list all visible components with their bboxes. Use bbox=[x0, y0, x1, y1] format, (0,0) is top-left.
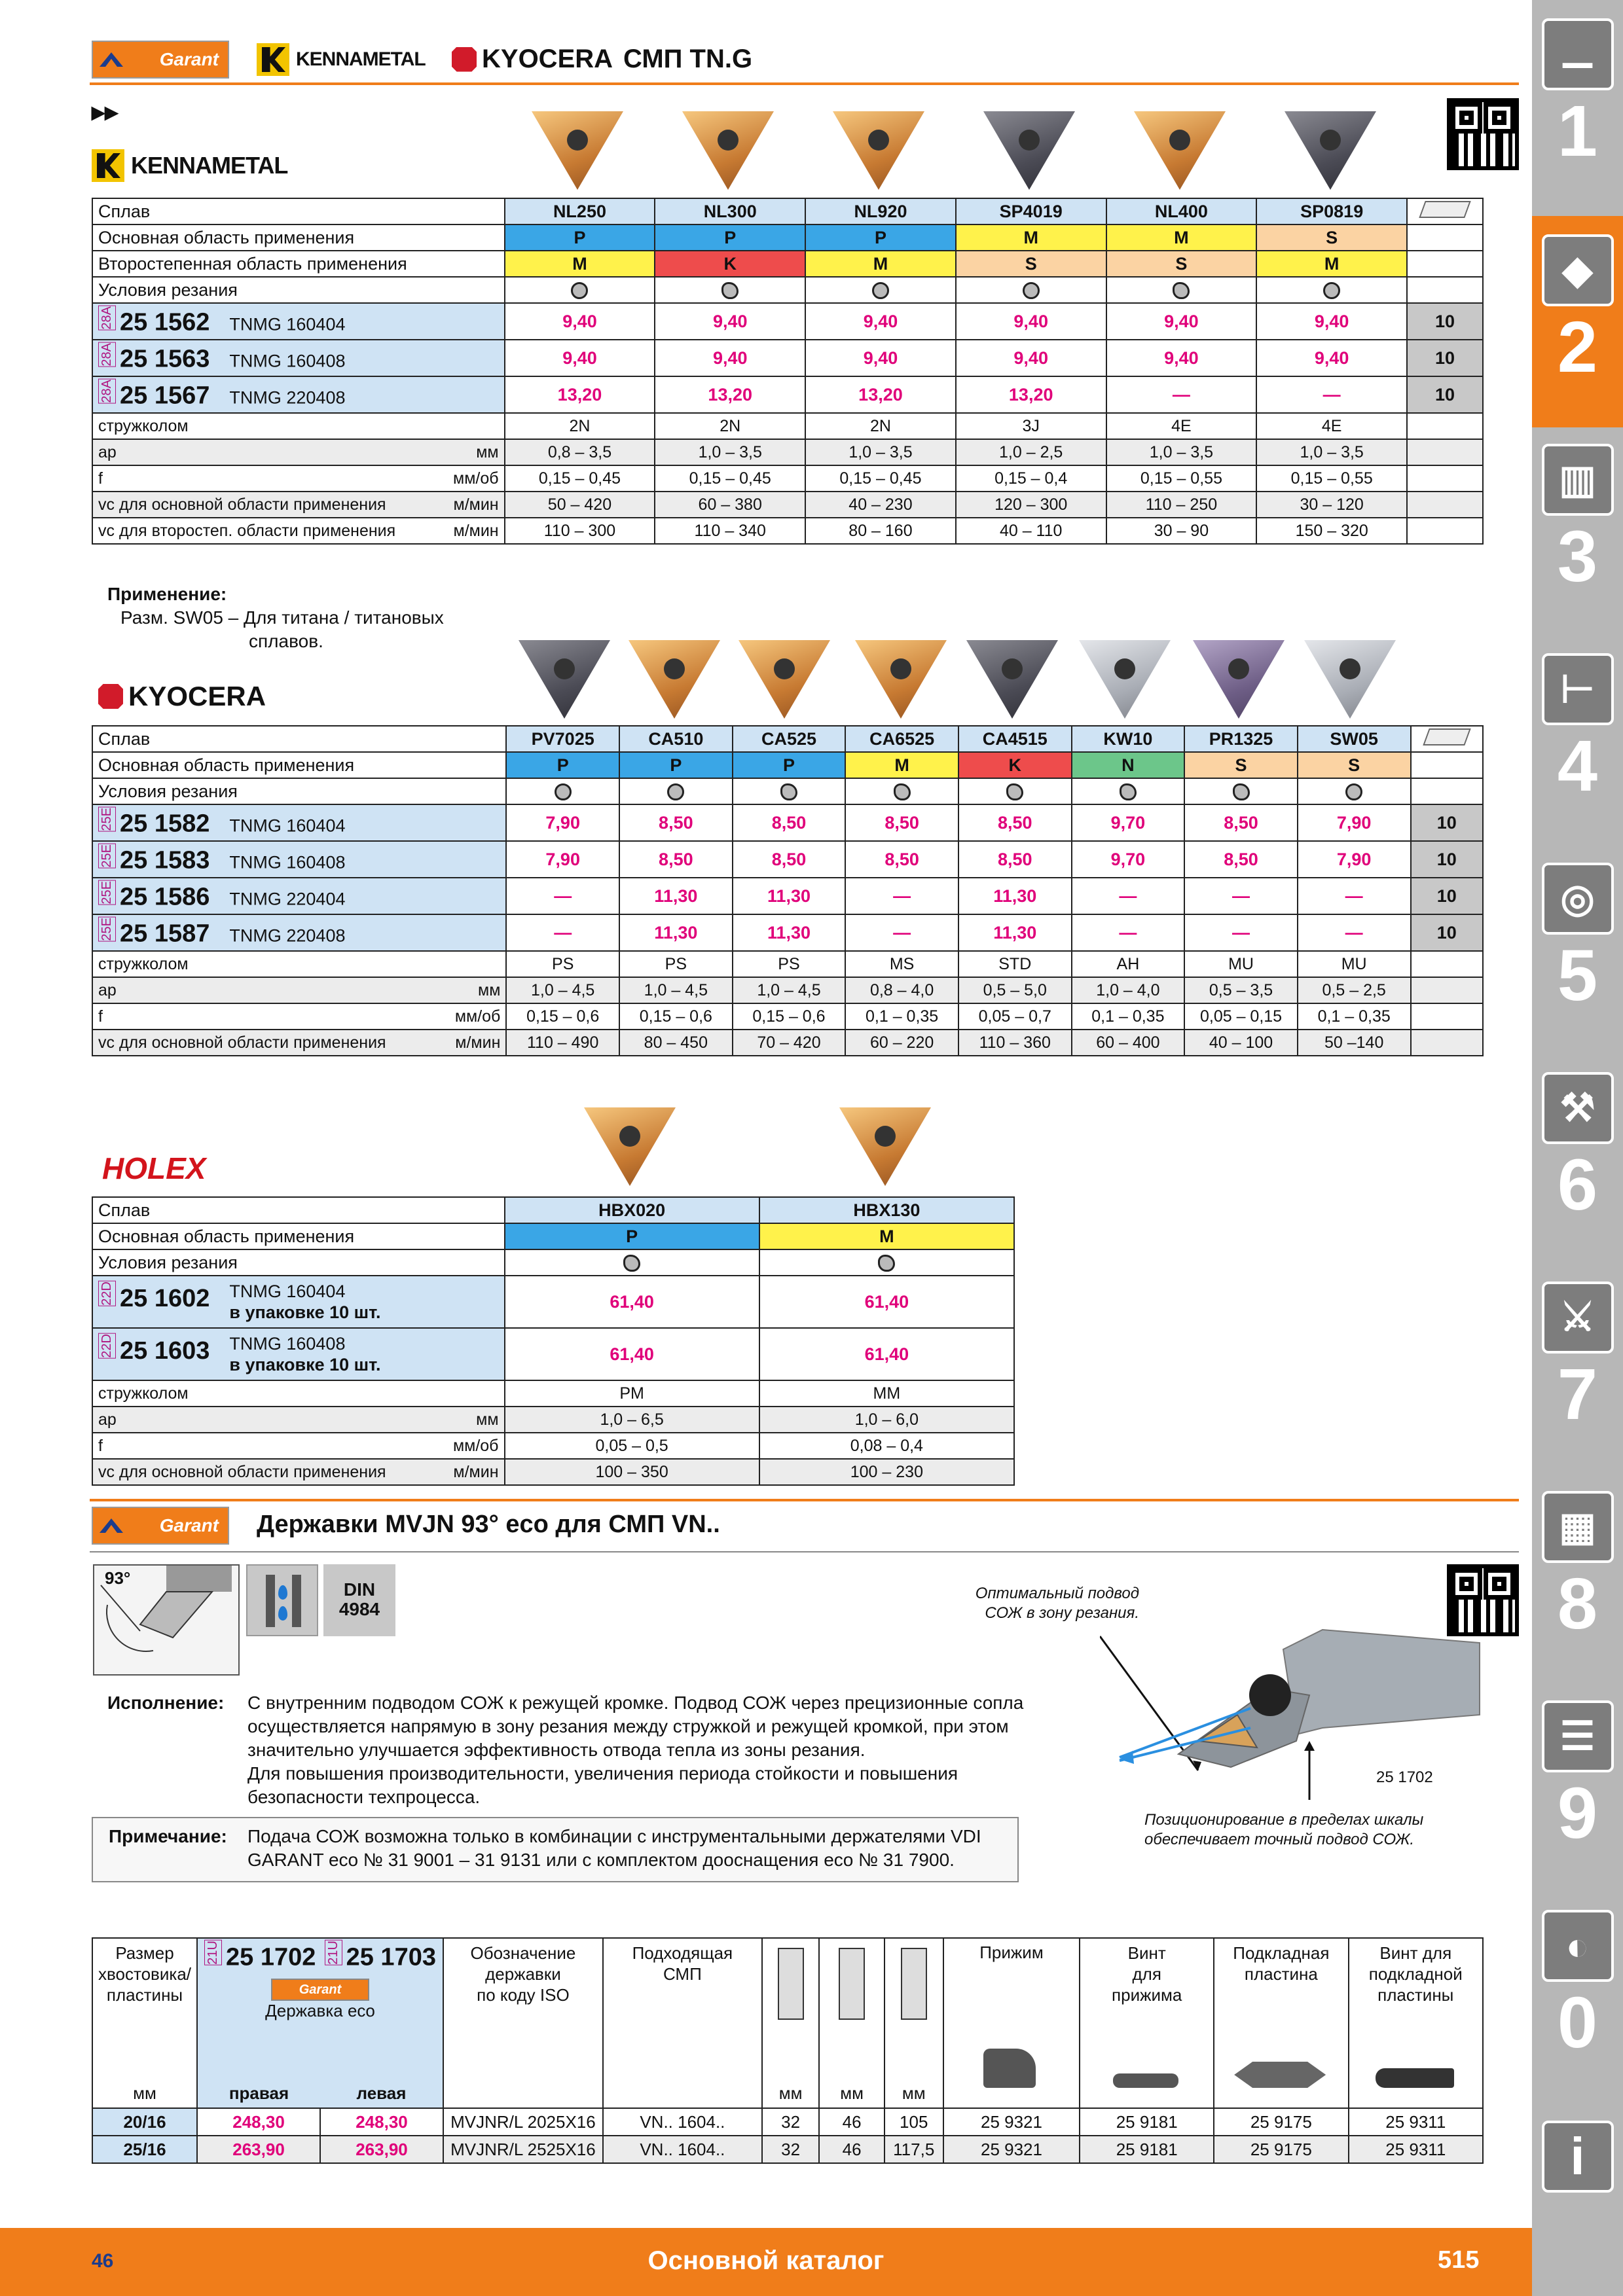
insert-image bbox=[584, 1107, 676, 1186]
table-row: 28A 25 1567 TNMG 220408 13,20 13,20 13,20 13,20 — — 10 bbox=[92, 376, 1483, 413]
article-number[interactable]: 25 1562 bbox=[120, 308, 210, 336]
cutting-condition-icon bbox=[505, 1249, 759, 1276]
insert-image bbox=[1134, 111, 1226, 190]
drill-icon: ⚊ bbox=[1542, 18, 1614, 90]
table-row: 22D 25 1603 TNMG 160408 в упаковке 10 шт. 61,40 61,40 bbox=[92, 1328, 1014, 1380]
cutting-condition-icon bbox=[805, 277, 956, 303]
chapter-tab-0[interactable]: ◐ 0 bbox=[1532, 1892, 1623, 2103]
grade-header: CA525 bbox=[733, 726, 846, 752]
insert-image bbox=[966, 640, 1058, 719]
grade-header: NL920 bbox=[805, 198, 956, 224]
grade-header: CA510 bbox=[619, 726, 733, 752]
kyocera-brand: KYOCERA bbox=[98, 681, 266, 712]
dimension-h-icon: мм bbox=[819, 1938, 884, 2108]
insert-image bbox=[629, 640, 720, 719]
chapter-tab-2[interactable]: ◆ 2 bbox=[1532, 216, 1623, 427]
grade-header: NL250 bbox=[505, 198, 655, 224]
garant-logo: Garant bbox=[92, 41, 229, 79]
dimension-l-icon: мм bbox=[762, 1938, 820, 2108]
kennametal-brand: KENNAMETAL bbox=[92, 149, 287, 182]
table-row: 28A 25 1563 TNMG 160408 9,40 9,40 9,40 9,40 9,40 9,40 10 bbox=[92, 340, 1483, 376]
din-badge: DIN 4984 bbox=[323, 1564, 395, 1636]
shim-screw-icon bbox=[1376, 2068, 1454, 2088]
chapter-sidebar bbox=[1532, 0, 1623, 2296]
info-tab[interactable] bbox=[1532, 2114, 1623, 2296]
grade-header: NL400 bbox=[1106, 198, 1257, 224]
article-number[interactable]: 25 1603 bbox=[120, 1337, 210, 1365]
footer-left-number: 46 bbox=[92, 2250, 114, 2272]
qr-code-icon[interactable] bbox=[1447, 98, 1519, 170]
insert-image bbox=[532, 111, 623, 190]
cutting-condition-icon bbox=[845, 778, 958, 804]
cabinet-icon: ☰ bbox=[1542, 1700, 1614, 1772]
header-rule bbox=[90, 82, 1519, 85]
image-article-number: 25 1702 bbox=[1376, 1768, 1433, 1786]
grade-header: PR1325 bbox=[1184, 726, 1298, 752]
positioning-caption: Позиционирование в пределах шкалы обеспечивает точный подвод СОЖ. bbox=[1144, 1811, 1424, 1848]
application-text: Разм. SW05 – Для титана / титановых bbox=[120, 607, 444, 628]
grinding-icon: ◎ bbox=[1542, 863, 1614, 935]
table-row: 22D 25 1602 TNMG 160404 в упаковке 10 шт. 61,40 61,40 bbox=[92, 1276, 1014, 1328]
grade-header: PV7025 bbox=[506, 726, 619, 752]
garant-logo: Garant bbox=[92, 1507, 229, 1545]
holex-table: Сплав HBX020 HBX130 Основная область применения P M Условия резания 22D 25 1602 TNMG 160404 в упаковке 10 шт. 61,40 61,40 22D 25 1603 TNMG 160408 в упаковке 10 шт. 61,40 61,40 стружколом PM MM ap мм 1,0 – 6,5 1,0 – 6,0 f мм/об 0,05 – 0,5 0,08 – 0,4 vc для основной области применения м/мин 100 – 350 100 – 230 bbox=[92, 1196, 1015, 1486]
cutting-condition-icon bbox=[1072, 778, 1185, 804]
article-number[interactable]: 25 1582 bbox=[120, 810, 210, 838]
chapter-tab-4[interactable]: ⊢ 4 bbox=[1532, 635, 1623, 846]
insert-image bbox=[839, 1107, 931, 1186]
grade-header: CA6525 bbox=[845, 726, 958, 752]
chapter-tab-9[interactable]: ☰ 9 bbox=[1532, 1682, 1623, 1893]
insert-image bbox=[1285, 111, 1376, 190]
insert-image bbox=[739, 640, 830, 719]
cutting-condition-icon bbox=[1256, 277, 1407, 303]
page-title: СМП TN.G bbox=[623, 45, 753, 73]
execution-text: С внутренним подводом СОЖ к режущей кромке. Подвод СОЖ через прецизионные сопла осуществляется напрямую в зону резания между стружкой и режущей кромкой, при этом значительно улучшается эффективность отвода тепла из зоны резания. Для повышения производительности, увеличения периода стойкости и повышения безопасности техпроцесса. bbox=[247, 1693, 1024, 1807]
kennametal-logo: KENNAMETAL bbox=[257, 43, 426, 76]
cutting-condition-icon bbox=[733, 778, 846, 804]
holder-image bbox=[1100, 1610, 1493, 1806]
article-number[interactable]: 25 1586 bbox=[120, 883, 210, 911]
application-title: Применение: bbox=[107, 584, 227, 604]
chapter-tab-3[interactable]: ▥ 3 bbox=[1532, 425, 1623, 637]
cutting-condition-icon bbox=[958, 778, 1072, 804]
cutting-condition-icon bbox=[1298, 778, 1411, 804]
wrench-icon: ⚒ bbox=[1542, 1072, 1614, 1144]
table-row: 25E 25 1583 TNMG 160408 7,90 8,50 8,50 8,50 8,50 9,70 8,50 7,90 10 bbox=[92, 841, 1483, 878]
arrows-icon: ▸▸ bbox=[92, 98, 119, 126]
info-icon: i bbox=[1542, 2121, 1614, 2193]
execution-label: Исполнение: bbox=[107, 1693, 225, 1713]
article-number[interactable]: 25 1702 bbox=[226, 1943, 316, 1971]
cutting-condition-icon bbox=[619, 778, 733, 804]
grade-header: SP0819 bbox=[1256, 198, 1407, 224]
dimension-f-icon: мм bbox=[884, 1938, 943, 2108]
table-row: 25E 25 1582 TNMG 160404 7,90 8,50 8,50 8,50 8,50 9,70 8,50 7,90 10 bbox=[92, 804, 1483, 841]
grade-header: SP4019 bbox=[956, 198, 1106, 224]
grade-header: NL300 bbox=[655, 198, 805, 224]
kyocera-table: Сплав PV7025 CA510 CA525 CA6525 CA4515 KW10 PR1325 SW05 Основная область применения P P P M K N S S Условия резания 25E 25 1582 TNMG 160404 7,90 8,50 8,50 8,50 8,50 9,70 8,50 7,90 10 25E 25 1583 TNMG 160408 7,90 8,50 8,50 8,50 8,50 9,70 8,50 7,90 10 25E 25 1586 TNMG 220404 — 11,30 11,30 — 11,30 — — — 10 25E 25 1587 TNMG 220408 — 11,30 11,30 — 11,30 — — — 10 стружколом PS PS PS MS STD AH MU MU ap мм 1,0 – 4,5 1,0 – 4,5 1,0 – 4,5 0,8 – 4,0 0,5 – 5,0 1,0 – 4,0 0,5 – 3,5 0,5 – 2,5 f мм/об 0,15 – 0,6 0,15 – 0,6 0,15 – 0,6 0,1 – 0,35 0,05 – 0,7 0,1 – 0,35 0,05 – 0,15 0,1 – 0,35 vc для основной области применения м/мин 110 – 490 80 – 450 70 – 420 60 – 220 110 – 360 60 – 400 40 – 100 50 –140 bbox=[92, 725, 1484, 1056]
grade-header: HBX020 bbox=[505, 1197, 759, 1223]
note-box: Примечание: Подача СОЖ возможна только в комбинации с инструментальными держателями VDI GARANT eco № 31 9001 – 31 9131 или с комплектом дооснащения eco № 31 7900. bbox=[92, 1817, 1019, 1882]
package-icon bbox=[1407, 198, 1483, 224]
grade-header: CA4515 bbox=[958, 726, 1072, 752]
hand-tools-icon: ⚔ bbox=[1542, 1282, 1614, 1354]
table-row: 25E 25 1587 TNMG 220408 — 11,30 11,30 — 11,30 — — — 10 bbox=[92, 914, 1483, 951]
article-number[interactable]: 25 1567 bbox=[120, 382, 210, 410]
table-row: 25/16 263,90 263,90 MVJNR/L 2525X16 VN.. 1604.. 32 46 117,5 25 9321 25 9181 25 9175 25 9311 bbox=[92, 2136, 1483, 2163]
chapter-tab-5[interactable]: ◎ 5 bbox=[1532, 844, 1623, 1056]
article-number[interactable]: 25 1583 bbox=[120, 846, 210, 874]
grade-header: KW10 bbox=[1072, 726, 1185, 752]
section-rule bbox=[90, 1499, 1519, 1501]
grade-header: HBX130 bbox=[759, 1197, 1014, 1223]
section-title: Державки MVJN 93° eco для СМП VN.. bbox=[257, 1511, 720, 1538]
table-row: 25E 25 1586 TNMG 220404 — 11,30 11,30 — 11,30 — — — 10 bbox=[92, 878, 1483, 914]
insert-image bbox=[855, 640, 947, 719]
insert-image bbox=[983, 111, 1075, 190]
chuck-icon: ▥ bbox=[1542, 444, 1614, 516]
screw-icon bbox=[1113, 2073, 1178, 2088]
page-number: 515 bbox=[1438, 2246, 1480, 2274]
holder-table: Размер хвостовика/ пластины мм 21U 25 1702 21U 25 1703 Garant Державка eco правая левая Обозначение державки по коду ISO Подходящая СМП мм мм мм Прижим Винт для прижима Подкладная пластина Винт для подкладной пластины 20/16 248,30 248,30 MVJNR/L 2025X16 VN.. 1604.. 32 46 105 25 9321 25 9181 25 9175 25 9311 25/16 263,90 263,90 MVJNR/L 2525X16 VN.. 1604.. 32 46 117,5 25 9321 25 9181 25 9175 25 9311 bbox=[92, 1937, 1484, 2164]
holex-brand: HOLEX bbox=[102, 1151, 206, 1185]
cutting-condition-icon bbox=[655, 277, 805, 303]
kyocera-logo: KYOCERA bbox=[452, 45, 613, 74]
insert-image bbox=[519, 640, 610, 719]
insert-image bbox=[1079, 640, 1171, 719]
safety-icon: ◐ bbox=[1542, 1910, 1614, 1982]
chapter-tab-6[interactable]: ⚒ 6 bbox=[1532, 1054, 1623, 1265]
cutting-condition-icon bbox=[956, 277, 1106, 303]
holder-angle-diagram: 93° bbox=[93, 1564, 240, 1676]
caliper-icon: ⊢ bbox=[1542, 653, 1614, 725]
turning-insert-icon: ◆ bbox=[1542, 234, 1614, 306]
clamp-icon bbox=[983, 2049, 1036, 2088]
insert-image bbox=[833, 111, 924, 190]
coolant-caption: Оптимальный подвод СОЖ в зону резания. bbox=[975, 1585, 1139, 1622]
cutting-condition-icon bbox=[1106, 277, 1257, 303]
cutting-condition-icon bbox=[506, 778, 619, 804]
insert-image bbox=[1304, 640, 1396, 719]
application-text: сплавов. bbox=[249, 631, 323, 651]
article-number[interactable]: 25 1563 bbox=[120, 345, 210, 373]
table-row: 28A 25 1562 TNMG 160404 9,40 9,40 9,40 9,40 9,40 9,40 10 bbox=[92, 303, 1483, 340]
insert-image bbox=[1193, 640, 1285, 719]
chapter-tab-7[interactable]: ⚔ 7 bbox=[1532, 1263, 1623, 1475]
article-number[interactable]: 25 1602 bbox=[120, 1285, 210, 1313]
cutting-condition-icon bbox=[1184, 778, 1298, 804]
article-number[interactable]: 25 1587 bbox=[120, 920, 210, 948]
chapter-tab-1[interactable]: ⚊ 1 bbox=[1532, 0, 1623, 211]
garant-logo: Garant bbox=[271, 1979, 369, 2001]
kennametal-table: Сплав NL250 NL300 NL920 SP4019 NL400 SP0819 Основная область применения P P P M M S Второстепенная область применения M K M S S M Условия резания 28A 25 1562 TNMG 160404 9,40 9,40 9,40 9,40 9,40 9,40 10 28A 25 1563 TNMG 160408 9,40 9,40 9,40 9,40 9,40 9,40 10 28A 25 1567 TNMG 220408 13,20 13,20 13,20 13,20 — — 10 стружколом 2N 2N 2N 3J 4E 4E ap мм 0,8 – 3,5 1,0 – 3,5 1,0 – 3,5 1,0 – 2,5 1,0 – 3,5 1,0 – 3,5 f мм/об 0,15 – 0,45 0,15 – 0,45 0,15 – 0,45 0,15 – 0,4 0,15 – 0,55 0,15 – 0,55 vc для основной области применения м/мин 50 – 420 60 – 380 40 – 230 120 – 300 110 – 250 30 – 120 vc для второстеп. области применения м/мин 110 – 300 110 – 340 80 – 160 40 – 110 30 – 90 150 – 320 bbox=[92, 198, 1484, 545]
workshop-icon: ▦ bbox=[1542, 1491, 1614, 1563]
insert-image bbox=[682, 111, 774, 190]
chapter-tab-8[interactable]: ▦ 8 bbox=[1532, 1473, 1623, 1684]
shim-icon bbox=[1234, 2062, 1326, 2088]
footer-title: Основной каталог bbox=[647, 2246, 884, 2275]
section-rule bbox=[90, 1551, 1519, 1552]
table-row: 20/16 248,30 248,30 MVJNR/L 2025X16 VN.. 1604.. 32 46 105 25 9321 25 9181 25 9175 25 9311 bbox=[92, 2108, 1483, 2136]
package-icon bbox=[1411, 726, 1484, 752]
footer bbox=[0, 2228, 1532, 2296]
cutting-condition-icon bbox=[759, 1249, 1014, 1276]
cutting-condition-icon bbox=[505, 277, 655, 303]
coolant-icon bbox=[246, 1564, 318, 1636]
grade-header: SW05 bbox=[1298, 726, 1411, 752]
article-number[interactable]: 25 1703 bbox=[346, 1943, 436, 1971]
